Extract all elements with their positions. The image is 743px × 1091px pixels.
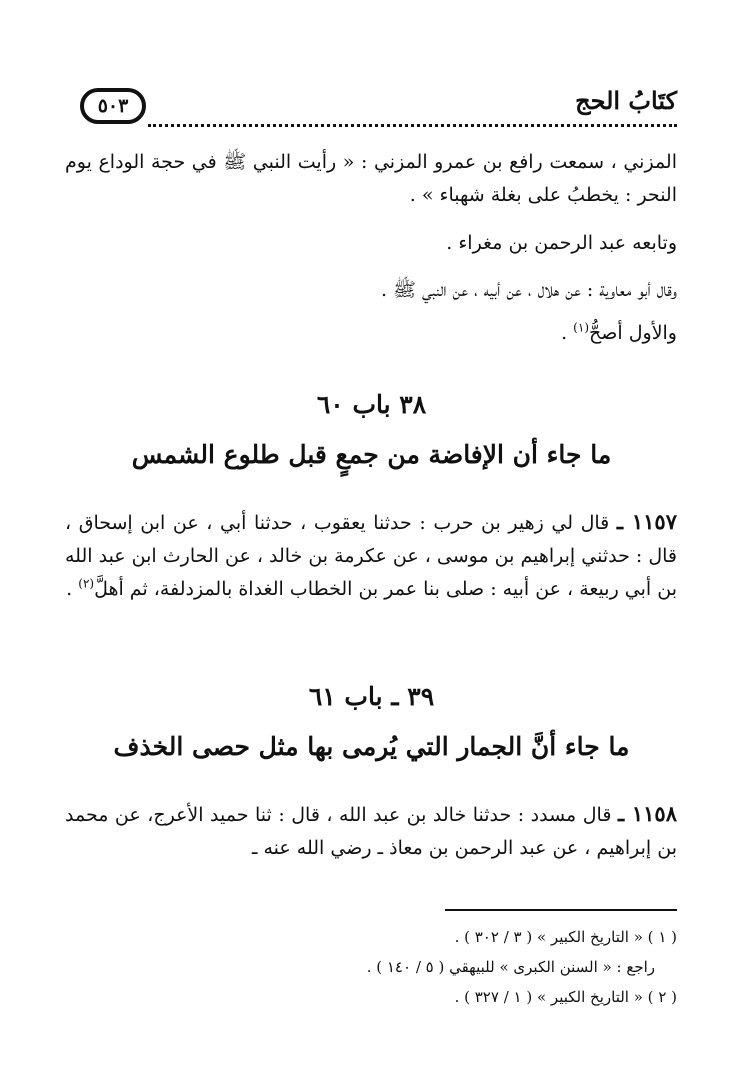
intro-line-awwal-end: . (561, 322, 574, 344)
chapter-61-title: ما جاء أنَّ الجمار التي يُرمى بها مثل حصى الخذف (113, 732, 630, 761)
footnote-1-continuation: راجع : « السنن الكبرى » للبيهقي ( ٥ / ١٤٠ ) . (366, 958, 655, 976)
footnote-1: ( ١ ) « التاريخ الكبير » ( ٣ / ٣٠٢ ) . (454, 928, 677, 946)
footnote-separator (445, 909, 677, 911)
hadith-1157-text: قال لي زهير بن حرب : حدثنا يعقوب ، حدثنا أبي ، عن ابن إسحاق ، قال : حدثني إبراهيم بن موسى ، عن عكرمة بن خالد ، عن الحارث ابن عبد الله بن أبي ربيعة ، عن أبيه : صلى بنا عمر بن الخطاب الغداة بالمزدلفة، ثم أهلَّ (65, 512, 677, 600)
footnote-ref-1: (١) (573, 320, 589, 335)
hadith-1157-paragraph (65, 505, 677, 606)
running-header-title: كتَابُ الحج (575, 86, 677, 115)
hadith-1157-number: ١١٥٧ ـ (616, 509, 677, 534)
page-number-badge: ٥٠٣ (80, 88, 146, 124)
intro-line-abu-muawiya: وقال أبو معاوية : عن هلال ، عن أبيه ، عن النبي ﷺ . (380, 279, 677, 301)
chapter-60-title: ما جاء أن الإفاضة من جمعٍ قبل طلوع الشمس (131, 440, 612, 469)
chapter-61-heading: ٣٩ ـ باب ٦١ (308, 682, 435, 711)
intro-line-awwal (561, 322, 677, 344)
footnote-2: ( ٢ ) « التاريخ الكبير » ( ١ / ٣٢٧ ) . (454, 988, 677, 1006)
footnote-ref-2: (٢) (78, 576, 95, 591)
intro-line-awwal-text: والأول أصحُّ (589, 322, 677, 344)
hadith-1158-text: قال مسدد : حدثنا خالد بن عبد الله ، قال : ثنا حميد الأعرج، عن محمد بن إبراهيم ، عن عبد الرحمن بن معاذ ـ رضي الله عنه ـ (65, 804, 677, 859)
hadith-1157-end: . (66, 578, 79, 600)
chapter-60-heading: ٣٨ باب ٦٠ (316, 390, 427, 419)
intro-line-mutaba: وتابعه عبد الرحمن بن مغراء . (446, 232, 677, 254)
header-dotted-rule (148, 124, 677, 127)
hadith-1158-number: ١١٥٨ ـ (617, 801, 677, 826)
hadith-1158-paragraph (65, 797, 677, 865)
intro-paragraph: المزني ، سمعت رافع بن عمرو المزني : « رأيت النبي ﷺ في حجة الوداع يوم النحر : يخطبُ على بغلة شهباء » . (65, 151, 678, 206)
